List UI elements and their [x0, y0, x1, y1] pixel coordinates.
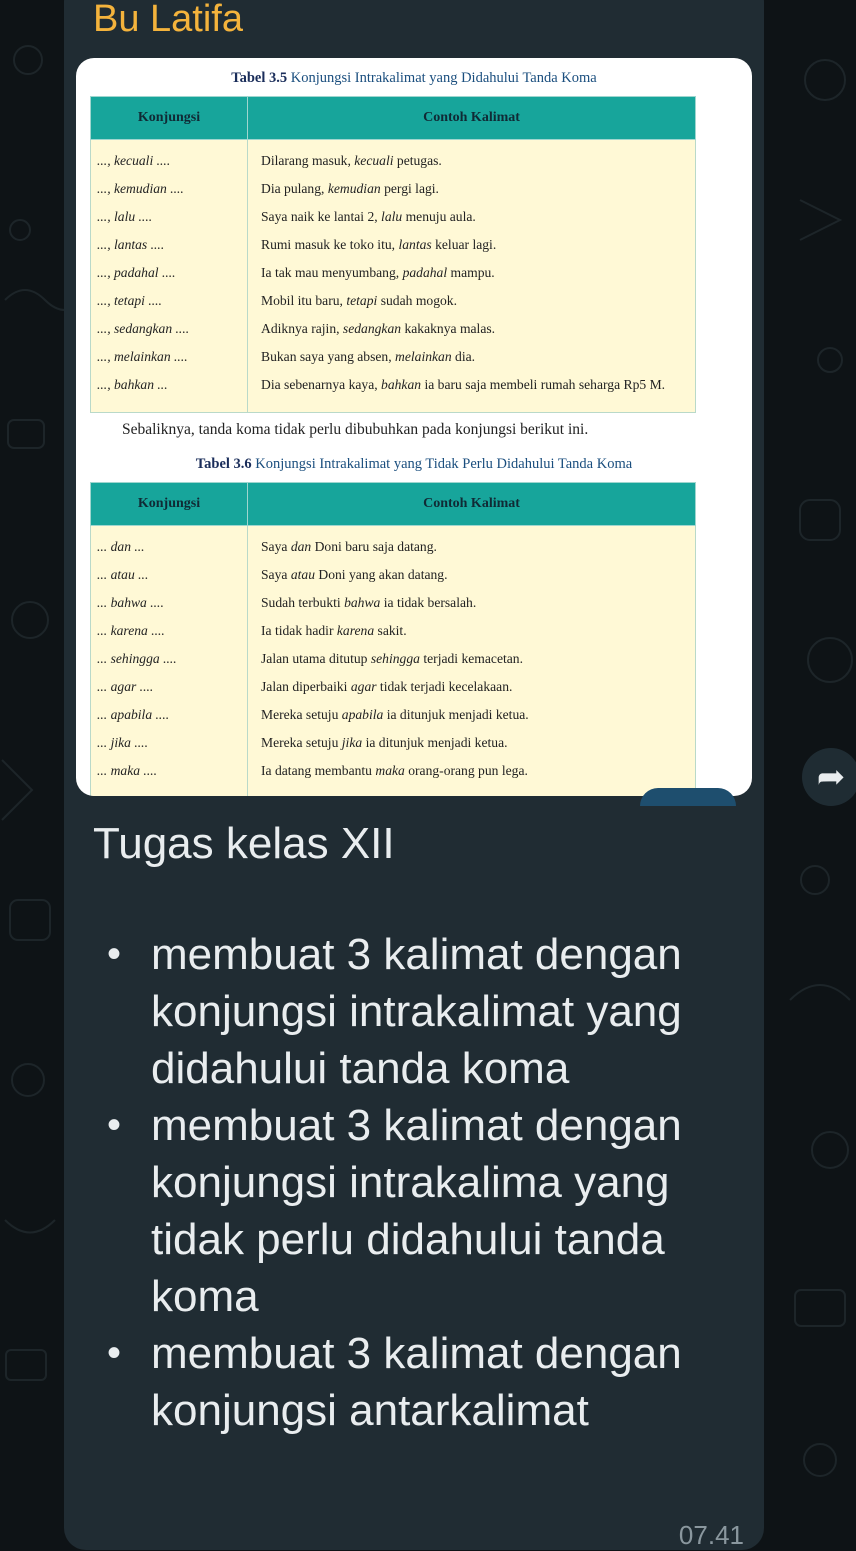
example-cell [248, 678, 696, 706]
table-row [91, 678, 696, 706]
example-text: Bukan saya yang absen, [261, 349, 396, 364]
table-row [91, 376, 696, 413]
example-text: Saya naik ke lantai 2, [261, 209, 382, 224]
table-row [91, 566, 696, 594]
table-row [91, 236, 696, 264]
example-text: dia. [451, 349, 476, 364]
bullet-icon: • [107, 1331, 122, 1375]
conjunction-cell [91, 264, 248, 292]
sender-name[interactable]: Bu Latifa [93, 0, 243, 40]
example-text: sakit. [374, 623, 407, 638]
column-header: Contoh Kalimat [248, 97, 696, 140]
conjunction-label: ... bahwa .... [97, 595, 164, 610]
example-text: Mobil itu baru, [261, 293, 347, 308]
table-row [91, 594, 696, 622]
conjunction-label: ..., melainkan .... [97, 349, 188, 364]
example-text: Dilarang masuk, [261, 153, 355, 168]
conjunction-cell [91, 292, 248, 320]
conjunction-cell [91, 526, 248, 567]
conjunction-cell [91, 678, 248, 706]
table-row [91, 264, 696, 292]
example-conjunction: lantas [398, 237, 432, 252]
task-item [93, 1097, 743, 1325]
example-conjunction: karena [336, 623, 375, 638]
conjunction-cell [91, 706, 248, 734]
example-text: Dia sebenarnya kaya, [261, 377, 382, 392]
conjunction-label: ..., bahkan ... [97, 377, 168, 392]
example-text: Jalan utama ditutup [261, 651, 371, 666]
example-cell [248, 594, 696, 622]
example-text: Rumi masuk ke toko itu, [261, 237, 399, 252]
conjunction-label: ..., kecuali .... [97, 153, 171, 168]
example-cell [248, 140, 696, 181]
table-row [91, 140, 696, 181]
message-text [93, 815, 743, 1439]
conjunction-cell [91, 180, 248, 208]
conjunction-label: ... sehingga .... [97, 651, 177, 666]
example-text: terjadi kemacetan. [419, 651, 523, 666]
example-text: petugas. [393, 153, 442, 168]
conjunction-label: ..., kemudian .... [97, 181, 184, 196]
explanation-text: Sebaliknya, tanda koma tidak perlu dibubuhkan pada konjungsi berikut ini. [122, 421, 589, 438]
example-text: menuju aula. [402, 209, 476, 224]
example-conjunction: dan [290, 539, 312, 554]
message-heading: Tugas kelas XII [93, 819, 395, 868]
conjunction-cell [91, 208, 248, 236]
example-text: ia baru saja membeli rumah seharga Rp5 M. [421, 377, 666, 392]
conjunction-label: ... karena .... [97, 623, 165, 638]
example-cell [248, 264, 696, 292]
example-cell [248, 622, 696, 650]
conjunction-table-no-comma [90, 482, 696, 796]
conjunction-label: ... maka .... [97, 763, 158, 778]
example-conjunction: atau [290, 567, 315, 582]
example-conjunction: lalu [381, 209, 403, 224]
example-text: Dia pulang, [261, 181, 328, 196]
table-row [91, 180, 696, 208]
example-text: orang-orang pun lega. [404, 763, 528, 778]
table-row [91, 622, 696, 650]
conjunction-cell [91, 236, 248, 264]
conjunction-label: ... agar .... [97, 679, 154, 694]
example-cell [248, 526, 696, 567]
example-cell [248, 762, 696, 796]
conjunction-label: ... atau ... [97, 567, 149, 582]
example-text: Jalan diperbaiki [261, 679, 351, 694]
conjunction-cell [91, 566, 248, 594]
conjunction-cell [91, 140, 248, 181]
example-text: Adiknya rajin, [261, 321, 343, 336]
example-conjunction: maka [375, 763, 405, 778]
example-cell [248, 650, 696, 678]
example-conjunction: bahkan [381, 377, 422, 392]
example-conjunction: bahwa [344, 595, 381, 610]
conjunction-label: ... jika .... [97, 735, 148, 750]
conjunction-label: ..., lantas .... [97, 237, 165, 252]
example-text: Saya [261, 539, 291, 554]
example-cell [248, 292, 696, 320]
example-cell [248, 706, 696, 734]
conjunction-cell [91, 594, 248, 622]
example-text: Mereka setuju [261, 707, 342, 722]
example-cell [248, 376, 696, 413]
example-cell [248, 236, 696, 264]
conjunction-cell [91, 320, 248, 348]
example-cell [248, 348, 696, 376]
task-text: membuat 3 kalimat dengan konjungsi intrakalima yang tidak perlu didahului tanda koma [151, 1101, 682, 1321]
task-text: membuat 3 kalimat dengan konjungsi antarkalimat [151, 1329, 682, 1435]
example-text: ia tidak bersalah. [380, 595, 477, 610]
forward-icon: ➦ [816, 758, 846, 796]
conjunction-cell [91, 650, 248, 678]
example-cell [248, 566, 696, 594]
example-text: Sudah terbukti [261, 595, 345, 610]
task-list [93, 926, 743, 1439]
conjunction-label: ... dan ... [97, 539, 145, 554]
conjunction-label: ..., tetapi .... [97, 293, 162, 308]
table-row [91, 650, 696, 678]
example-text: ia ditunjuk menjadi ketua. [383, 707, 529, 722]
bullet-icon: • [107, 932, 122, 976]
example-conjunction: jika [341, 735, 363, 750]
conjunction-label: ..., padahal .... [97, 265, 176, 280]
table-row [91, 734, 696, 762]
task-text: membuat 3 kalimat dengan konjungsi intrakalimat yang didahului tanda koma [151, 930, 682, 1093]
example-text: Ia datang membantu [261, 763, 376, 778]
message-time: 07.41 [678, 1520, 744, 1550]
column-header: Konjungsi [91, 483, 248, 526]
table-row [91, 208, 696, 236]
example-conjunction: apabila [341, 707, 384, 722]
example-text: tidak terjadi kecelakaan. [376, 679, 513, 694]
example-text: ia ditunjuk menjadi ketua. [362, 735, 508, 750]
table-number: Tabel 3.5 [231, 70, 288, 86]
table-title: Konjungsi Intrakalimat yang Tidak Perlu Didahului Tanda Koma [255, 456, 633, 472]
example-text: mampu. [447, 265, 495, 280]
table-row [91, 320, 696, 348]
table-number: Tabel 3.6 [195, 456, 252, 472]
example-text: Doni baru saja datang. [311, 539, 437, 554]
example-text: pergi lagi. [380, 181, 439, 196]
conjunction-label: ..., sedangkan .... [97, 321, 190, 336]
example-conjunction: sehingga [370, 651, 420, 666]
task-item [93, 1325, 743, 1439]
table-row [91, 706, 696, 734]
conjunction-cell [91, 348, 248, 376]
table-row [91, 762, 696, 796]
table-row [91, 526, 696, 567]
example-cell [248, 180, 696, 208]
table-row [91, 292, 696, 320]
example-conjunction: agar [350, 679, 377, 694]
bullet-icon: • [107, 1103, 122, 1147]
table-caption-1 [76, 70, 752, 87]
example-text: kakaknya malas. [401, 321, 496, 336]
column-header: Contoh Kalimat [248, 483, 696, 526]
task-item [93, 926, 743, 1097]
example-conjunction: sedangkan [342, 321, 402, 336]
conjunction-cell [91, 376, 248, 413]
message-image[interactable] [76, 58, 752, 796]
conjunction-cell [91, 762, 248, 796]
example-text: keluar lagi. [431, 237, 497, 252]
reaction-indicator[interactable] [640, 788, 736, 806]
example-text: Saya [261, 567, 291, 582]
conjunction-cell [91, 622, 248, 650]
example-conjunction: padahal [402, 265, 448, 280]
conjunction-cell [91, 734, 248, 762]
example-cell [248, 734, 696, 762]
column-header: Konjungsi [91, 97, 248, 140]
example-text: Ia tidak hadir [261, 623, 337, 638]
table-title: Konjungsi Intrakalimat yang Didahului Tanda Koma [290, 70, 597, 86]
table-row [91, 348, 696, 376]
example-conjunction: melainkan [395, 349, 452, 364]
forward-button[interactable] [802, 748, 856, 806]
conjunction-label: ..., lalu .... [97, 209, 153, 224]
conjunction-label: ... apabila .... [97, 707, 170, 722]
example-text: Ia tak mau menyumbang, [261, 265, 403, 280]
example-conjunction: kemudian [327, 181, 381, 196]
example-text: sudah mogok. [377, 293, 457, 308]
example-cell [248, 320, 696, 348]
conjunction-table-comma [90, 96, 696, 413]
example-conjunction: tetapi [346, 293, 378, 308]
example-text: Doni yang akan datang. [315, 567, 448, 582]
example-conjunction: kecuali [354, 153, 394, 168]
table-caption-2 [76, 456, 752, 473]
example-cell [248, 208, 696, 236]
example-text: Mereka setuju [261, 735, 342, 750]
